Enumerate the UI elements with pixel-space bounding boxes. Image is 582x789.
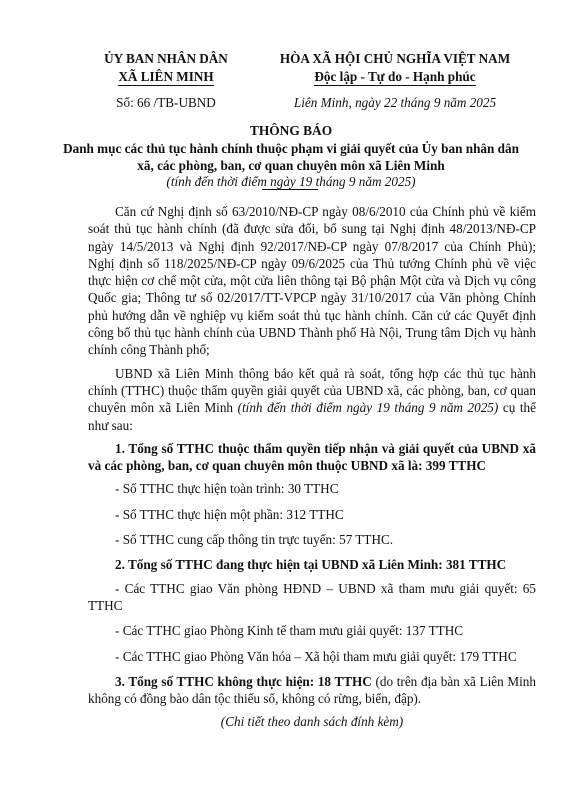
document-date-note: (tính đến thời điểm ngày 19 tháng 9 năm 2025) xyxy=(166,174,416,189)
motto-line: Độc lập - Tự do - Hạnh phúc xyxy=(314,69,476,84)
legal-basis-paragraph: Căn cứ Nghị định số 63/2010/NĐ-CP ngày 08/6/2010 của Chính phủ về kiểm soát thủ tục hành chính (đã được sửa đổi, bổ sung tại Nghị định 48/2013/NĐ-CP ngày 14/5/2013 và Nghị định 92/2017/NĐ-CP ngày 07/8/2017 của Chính Phủ); Nghị định số 118/2025/NĐ-CP ngày 09/6/2025 của Thủ tướng Chính phủ về việc thực hiện cơ chế một cửa, một cửa liên thông tại Bộ phận Một cửa và Dịch vụ công Quốc gia; Thông tư số 02/2017/TT-VPCP ngày 31/10/2017 của Văn phòng Chính phủ hướng dẫn về nghiệp vụ kiểm soát thủ tục hành chính. Căn cứ các Quyết định công bố thủ tục hành chính của UBND Thành phố Hà Nội, Trung tâm Dịch vụ hành chính công Thành phố; xyxy=(88,204,536,358)
intro-text: UBND xã Liên Minh thông báo kết quả rà soát, tổng hợp các thủ tục hành chính (TTHC) thuộc thẩm quyền giải quyết của UBND xã, các phòng, ban, cơ quan chuyên môn xã Liên Minh xyxy=(88,365,536,416)
intro-text-end: cụ thể như sau: xyxy=(88,400,536,433)
org-name-line2: XÃ LIÊN MINH xyxy=(118,69,214,84)
section-1-item: - Số TTHC cung cấp thông tin trực tuyến: 57 TTHC. xyxy=(115,532,394,548)
section-2-item: - Các TTHC giao Văn phòng HĐND – UBND xã tham mưu giải quyết: 65 TTHC xyxy=(88,580,536,613)
org-name-line1: ỦY BAN NHÂN DÂN xyxy=(104,51,228,66)
attachment-note: (Chi tiết theo danh sách đính kèm) xyxy=(220,714,404,730)
section-3-paragraph xyxy=(88,673,536,708)
section-1-item: - Số TTHC thực hiện một phần: 312 TTHC xyxy=(115,506,344,522)
country-name: HÒA XÃ HỘI CHỦ NGHĨA VIỆT NAM xyxy=(279,51,511,66)
intro-date-note: (tính đến thời điểm ngày 19 tháng 9 năm 2025) xyxy=(237,400,499,416)
section-3-text: (do trên địa bàn xã Liên Minh không có đồng bào dân tộc thiểu số, không có rừng, biển, đập). xyxy=(88,673,536,707)
intro-paragraph xyxy=(88,365,536,434)
document-body xyxy=(88,203,536,737)
section-2-heading: 2. Tổng số TTHC đang thực hiện tại UBND xã Liên Minh: 381 TTHC xyxy=(115,557,507,573)
national-motto xyxy=(258,50,532,86)
document-number: Số: 66 /TB-UBND xyxy=(116,95,216,110)
section-3-heading: 3. Tổng số TTHC không thực hiện: 18 TTHC xyxy=(115,673,372,689)
section-1-item: - Số TTHC thực hiện toàn trình: 30 TTHC xyxy=(115,481,339,497)
section-2-item: - Các TTHC giao Phòng Văn hóa – Xã hội tham mưu giải quyết: 179 TTHC xyxy=(115,648,517,664)
document-subtitle: Danh mục các thủ tục hành chính thuộc phạm vi giải quyết của Ủy ban nhân dân xã, các phòng, ban, cơ quan chuyên môn xã Liên Minh xyxy=(63,141,519,173)
document-title: THÔNG BÁO xyxy=(249,123,333,138)
section-1-heading: 1. Tổng số TTHC thuộc thẩm quyền tiếp nhận và giải quyết của UBND xã và các phòng, ban, cơ quan chuyên môn thuộc UBND xã là: 399 TTHC xyxy=(88,440,536,474)
issuing-organization xyxy=(86,50,246,86)
title-divider xyxy=(262,189,318,190)
place-date: Liên Minh, ngày 22 tháng 9 năm 2025 xyxy=(293,95,497,110)
section-2-item: - Các TTHC giao Phòng Kinh tế tham mưu giải quyết: 137 TTHC xyxy=(115,623,464,639)
